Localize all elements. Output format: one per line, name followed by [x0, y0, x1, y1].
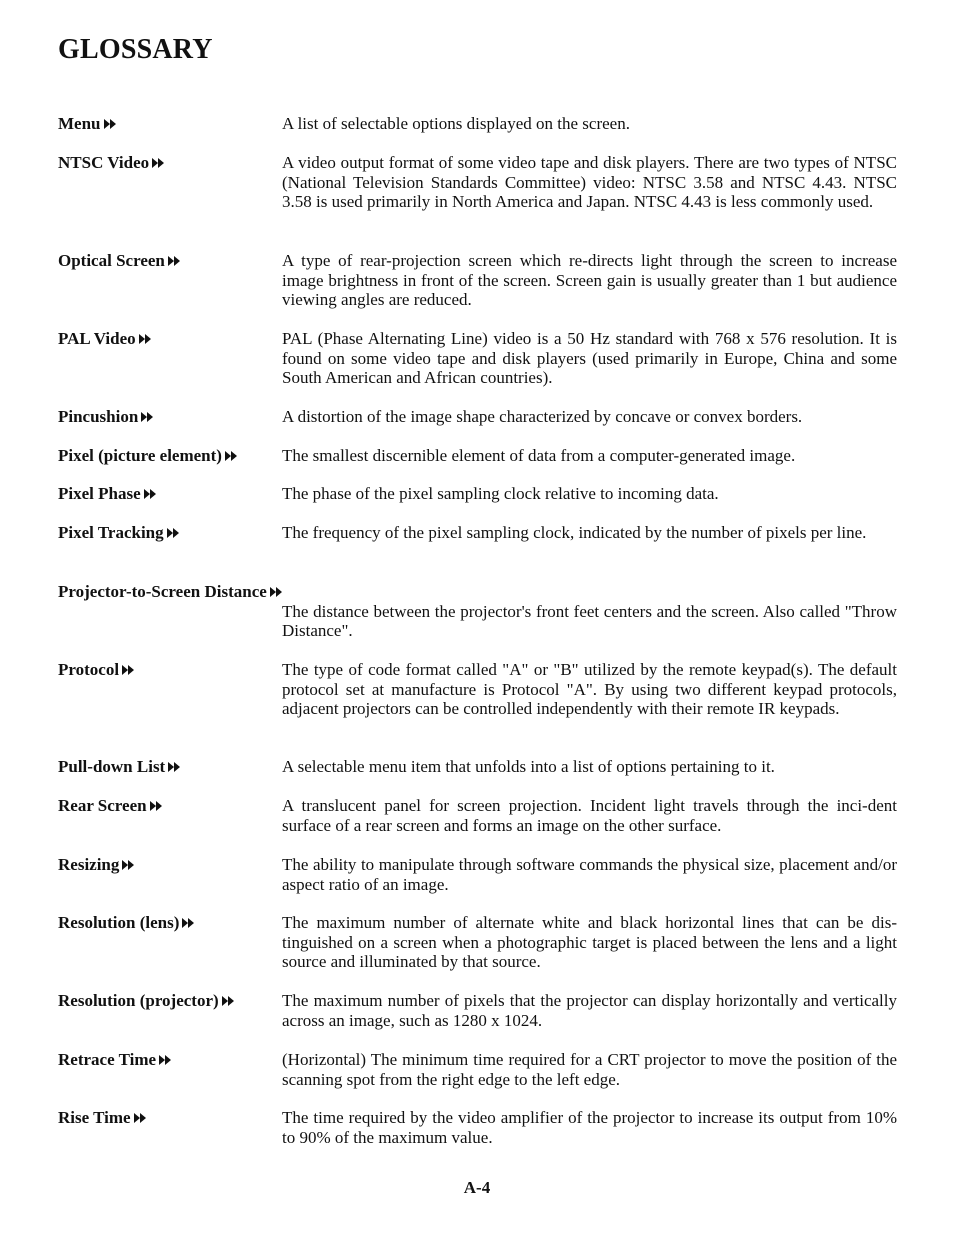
term-label: Rear Screen — [58, 796, 147, 815]
term-label: Resolution (lens) — [58, 913, 180, 932]
double-right-arrow-icon — [182, 918, 195, 928]
glossary-definition: (Horizontal) The minimum time required for a CRT projector to move the position of the scanning spot from the right edge to the left edge. — [282, 1050, 897, 1089]
glossary-definition: A selectable menu item that unfolds into a list of options pertaining to it. — [282, 757, 775, 776]
term-label: Resolution (projector) — [58, 991, 219, 1010]
glossary-definition: The smallest discernible element of data from a computer-generated image. — [282, 446, 796, 465]
double-right-arrow-icon — [159, 1055, 172, 1065]
glossary-definition: The ability to manipulate through software commands the physical size, placement and/or aspect ratio of an image. — [282, 855, 897, 894]
glossary-entry-optical-screen — [58, 251, 897, 310]
glossary-entry-resolution-projector — [58, 991, 897, 1030]
glossary-definition: A list of selectable options displayed on the screen. — [282, 114, 630, 133]
double-right-arrow-icon — [104, 119, 117, 129]
glossary-definition: The time required by the video amplifier of the projector to increase its output from 10% to 90% of the maximum value. — [282, 1108, 897, 1147]
page-number: A-4 — [463, 1178, 491, 1197]
glossary-entry-retrace-time — [58, 1050, 897, 1089]
glossary-term — [58, 446, 238, 466]
glossary-term — [58, 1108, 147, 1128]
glossary-term — [58, 796, 163, 816]
glossary-definition: The distance between the projector's front feet centers and the screen. Also called "Throw Distance". — [282, 601, 897, 641]
double-right-arrow-icon — [150, 801, 163, 811]
double-right-arrow-icon — [122, 860, 135, 870]
glossary-definition: PAL (Phase Alternating Line) video is a 50 Hz standard with 768 x 576 resolution. It is found on some video tape and disk players (used primarily in Europe, China and some South American and African countries). — [282, 329, 897, 388]
glossary-definition: A translucent panel for screen projection. Incident light travels through the inci-dent surface of a rear screen and forms an image on the other surface. — [282, 796, 897, 835]
glossary-entry-ntsc-video — [58, 153, 897, 212]
glossary-entry-menu — [58, 114, 897, 134]
glossary-definition: The maximum number of alternate white and black horizontal lines that can be dis-tinguished on a screen when a photographic target is placed between the lens and a light source and illuminated by that source. — [282, 913, 897, 972]
term-label: Pull-down List — [58, 757, 166, 776]
term-label: Protocol — [58, 660, 120, 679]
glossary-entry-resizing — [58, 855, 897, 894]
term-label: NTSC Video — [58, 153, 150, 172]
term-label: Pincushion — [58, 407, 139, 426]
glossary-term — [58, 660, 135, 680]
glossary-term — [58, 913, 195, 933]
glossary-term — [58, 329, 152, 349]
glossary-definition: A distortion of the image shape characterized by concave or convex borders. — [282, 407, 803, 426]
term-label: PAL Video — [58, 329, 136, 348]
glossary-term — [58, 1050, 172, 1070]
glossary-term — [58, 484, 157, 504]
glossary-entry-pixel-tracking — [58, 523, 897, 543]
glossary-entry-pixel — [58, 446, 897, 466]
glossary-entry-pull-down-list — [58, 757, 897, 777]
glossary-entry-projector-to-screen-distance — [58, 582, 897, 641]
term-label: Optical Screen — [58, 251, 165, 270]
term-label: Projector-to-Screen Distance — [58, 582, 267, 601]
double-right-arrow-icon — [225, 451, 238, 461]
glossary-definition: The maximum number of pixels that the projector can display horizontally and vertically across an image, such as 1280 x 1024. — [282, 991, 897, 1030]
glossary-definition: The frequency of the pixel sampling clock, indicated by the number of pixels per line. — [282, 523, 867, 542]
double-right-arrow-icon — [122, 665, 135, 675]
glossary-term — [58, 523, 180, 543]
term-label: Pixel (picture element) — [58, 446, 222, 465]
double-right-arrow-icon — [168, 762, 181, 772]
glossary-entry-rise-time — [58, 1108, 897, 1147]
glossary-definition: The phase of the pixel sampling clock relative to incoming data. — [282, 484, 719, 503]
term-label: Pixel Phase — [58, 484, 141, 503]
glossary-entry-resolution-lens — [58, 913, 897, 972]
double-right-arrow-icon — [141, 412, 154, 422]
glossary-definition: A type of rear-projection screen which re-directs light through the screen to increase image brightness in front of the screen. Screen gain is usually greater than 1 but audience viewing angles are reduced. — [282, 251, 897, 310]
glossary-term — [58, 991, 235, 1011]
glossary-term — [58, 582, 283, 602]
double-right-arrow-icon — [167, 528, 180, 538]
glossary-term — [58, 251, 181, 271]
glossary-term — [58, 757, 181, 777]
glossary-entry-protocol — [58, 660, 897, 719]
term-label: Resizing — [58, 855, 120, 874]
glossary-entry-pixel-phase — [58, 484, 897, 504]
double-right-arrow-icon — [139, 334, 152, 344]
double-right-arrow-icon — [144, 489, 157, 499]
glossary-term — [58, 153, 165, 173]
page-title: GLOSSARY — [58, 34, 213, 65]
glossary-entry-pincushion — [58, 407, 897, 427]
term-label: Rise Time — [58, 1108, 131, 1127]
double-right-arrow-icon — [134, 1113, 147, 1123]
glossary-entry-pal-video — [58, 329, 897, 388]
double-right-arrow-icon — [168, 256, 181, 266]
double-right-arrow-icon — [270, 587, 283, 597]
glossary-definition: The type of code format called "A" or "B" utilized by the remote keypad(s). The default protocol set at manufacture is Protocol "A". By using two different keypad protocols, adjacent projectors can be controlled independently with their remote IR keypads. — [282, 660, 897, 719]
glossary-term — [58, 114, 117, 134]
double-right-arrow-icon — [152, 158, 165, 168]
term-label: Pixel Tracking — [58, 523, 164, 542]
term-label: Retrace Time — [58, 1050, 157, 1069]
term-label: Menu — [58, 114, 101, 133]
glossary-term — [58, 855, 135, 875]
double-right-arrow-icon — [222, 996, 235, 1006]
glossary-definition: A video output format of some video tape and disk players. There are two types of NTSC (National Television Standards Committee) video: NTSC 3.58 and NTSC 4.43. NTSC 3.58 is used primarily in North America and Japan. NTSC 4.43 is less commonly used. — [282, 153, 897, 212]
glossary-term — [58, 407, 154, 427]
glossary-entry-rear-screen — [58, 796, 897, 835]
